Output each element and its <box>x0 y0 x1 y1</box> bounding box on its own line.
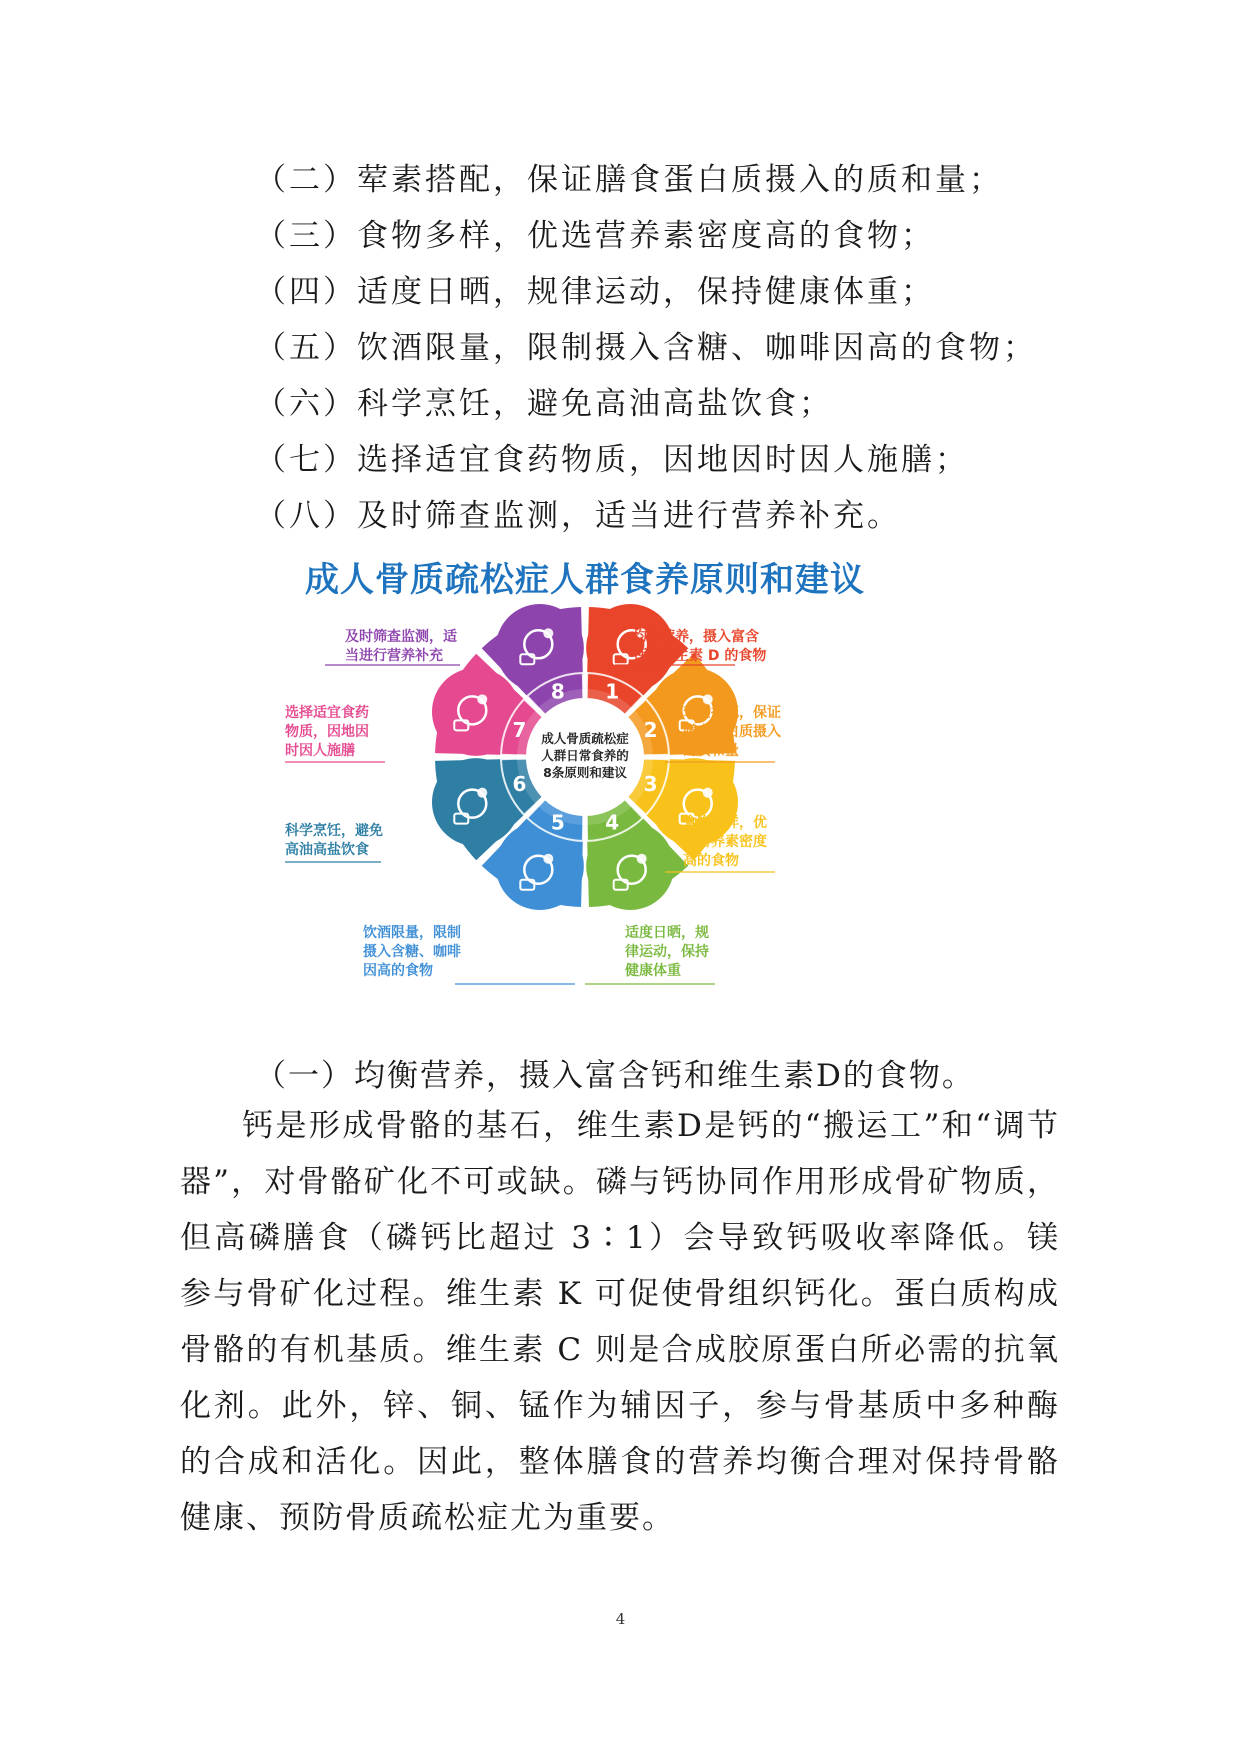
callout-line: 均衡营养，摄入富含 <box>633 629 759 645</box>
callout-line: 食物多样，优 <box>683 815 767 831</box>
infographic <box>285 552 885 1032</box>
list-item: （六）科学烹饪，避免高油高盐饮食； <box>255 386 833 422</box>
callout-line: 及时筛查监测，适 <box>345 629 457 645</box>
petal-number: 5 <box>550 810 565 835</box>
list-item: （七）选择适宜食药物质，因地因时因人施膳； <box>255 442 969 478</box>
petal-number: 8 <box>550 679 565 704</box>
callout-5 <box>363 924 461 981</box>
callout-line: 科学烹饪，避免 <box>285 823 383 839</box>
callout-6 <box>285 822 383 860</box>
callout-line: 时因人施膳 <box>285 743 355 759</box>
section-heading: （一）均衡营养，摄入富含钙和维生素D的食物。 <box>255 1058 975 1094</box>
list-item: （五）饮酒限量，限制摄入含糖、咖啡因高的食物； <box>255 330 1037 366</box>
callout-line: 选营养素密度 <box>683 834 767 850</box>
callout-line: 因高的食物 <box>363 963 433 979</box>
center-text: 人群日常食养的 <box>541 748 629 763</box>
infographic-title: 成人骨质疏松症人群食养原则和建议 <box>305 560 865 600</box>
callout-line: 荤素搭配，保证 <box>683 705 781 721</box>
petal-number: 2 <box>643 717 658 742</box>
callout-line: 适度日晒，规 <box>625 925 709 941</box>
petal-number: 6 <box>512 772 527 797</box>
callout-line: 饮酒限量，限制 <box>363 925 461 941</box>
callout-line: 高的食物 <box>683 853 739 869</box>
callout-7 <box>285 704 369 761</box>
callout-4 <box>625 924 709 981</box>
callout-8 <box>345 628 457 666</box>
list-item: （二）荤素搭配，保证膳食蛋白质摄入的质和量； <box>255 162 1003 198</box>
petal-number: 3 <box>643 772 658 797</box>
callout-line: 摄入含糖、咖啡 <box>363 944 461 960</box>
callout-line: 物质，因地因 <box>285 724 369 740</box>
body-paragraph: 钙是形成骨骼的基石，维生素D是钙的“搬运工”和“调节器”，对骨骼矿化不可或缺。磷与钙协同作用形成骨矿物质，但高磷膳食（磷钙比超过 3∶1）会导致钙吸收率降低。镁参与骨矿化过程。维生素 K 可促使骨组织钙化。蛋白质构成骨骼的有机基质。维生素 C 则是合成胶原蛋白所必需的抗氧化剂。此外，锌、铜、锰作为辅因子，参与骨基质中多种酶的合成和活化。因此，整体膳食的营养均衡合理对保持骨骼健康、预防骨质疏松症尤为重要。 <box>180 1108 1060 1536</box>
principles-list <box>255 152 1115 544</box>
list-item: （三）食物多样，优选营养素密度高的食物； <box>255 218 935 254</box>
page-number: 4 <box>615 1610 626 1628</box>
callout-line: 选择适宜食药 <box>285 705 369 721</box>
center-text: 成人骨质疏松症 <box>541 731 629 746</box>
callout-line: 高油高盐饮食 <box>285 842 369 858</box>
callout-3 <box>683 814 767 871</box>
petal-number: 7 <box>512 717 527 742</box>
petal-number: 4 <box>605 810 620 835</box>
callout-line: 当进行营养补充 <box>345 648 443 664</box>
callout-line: 的质和量 <box>683 743 739 759</box>
list-item: （四）适度日晒，规律运动，保持健康体重； <box>255 274 935 310</box>
callout-2 <box>683 704 781 761</box>
callout-1 <box>633 628 766 666</box>
callout-line: 律运动，保持 <box>625 944 709 960</box>
list-item: （八）及时筛查监测，适当进行营养补充。 <box>255 498 901 534</box>
callout-line: 钙和维生素 D 的食物 <box>633 648 767 664</box>
center-text: 8条原则和建议 <box>543 765 627 780</box>
callout-line: 健康体重 <box>625 963 681 979</box>
callout-line: 膳食蛋白质摄入 <box>683 724 781 740</box>
petal-number: 1 <box>605 679 620 704</box>
